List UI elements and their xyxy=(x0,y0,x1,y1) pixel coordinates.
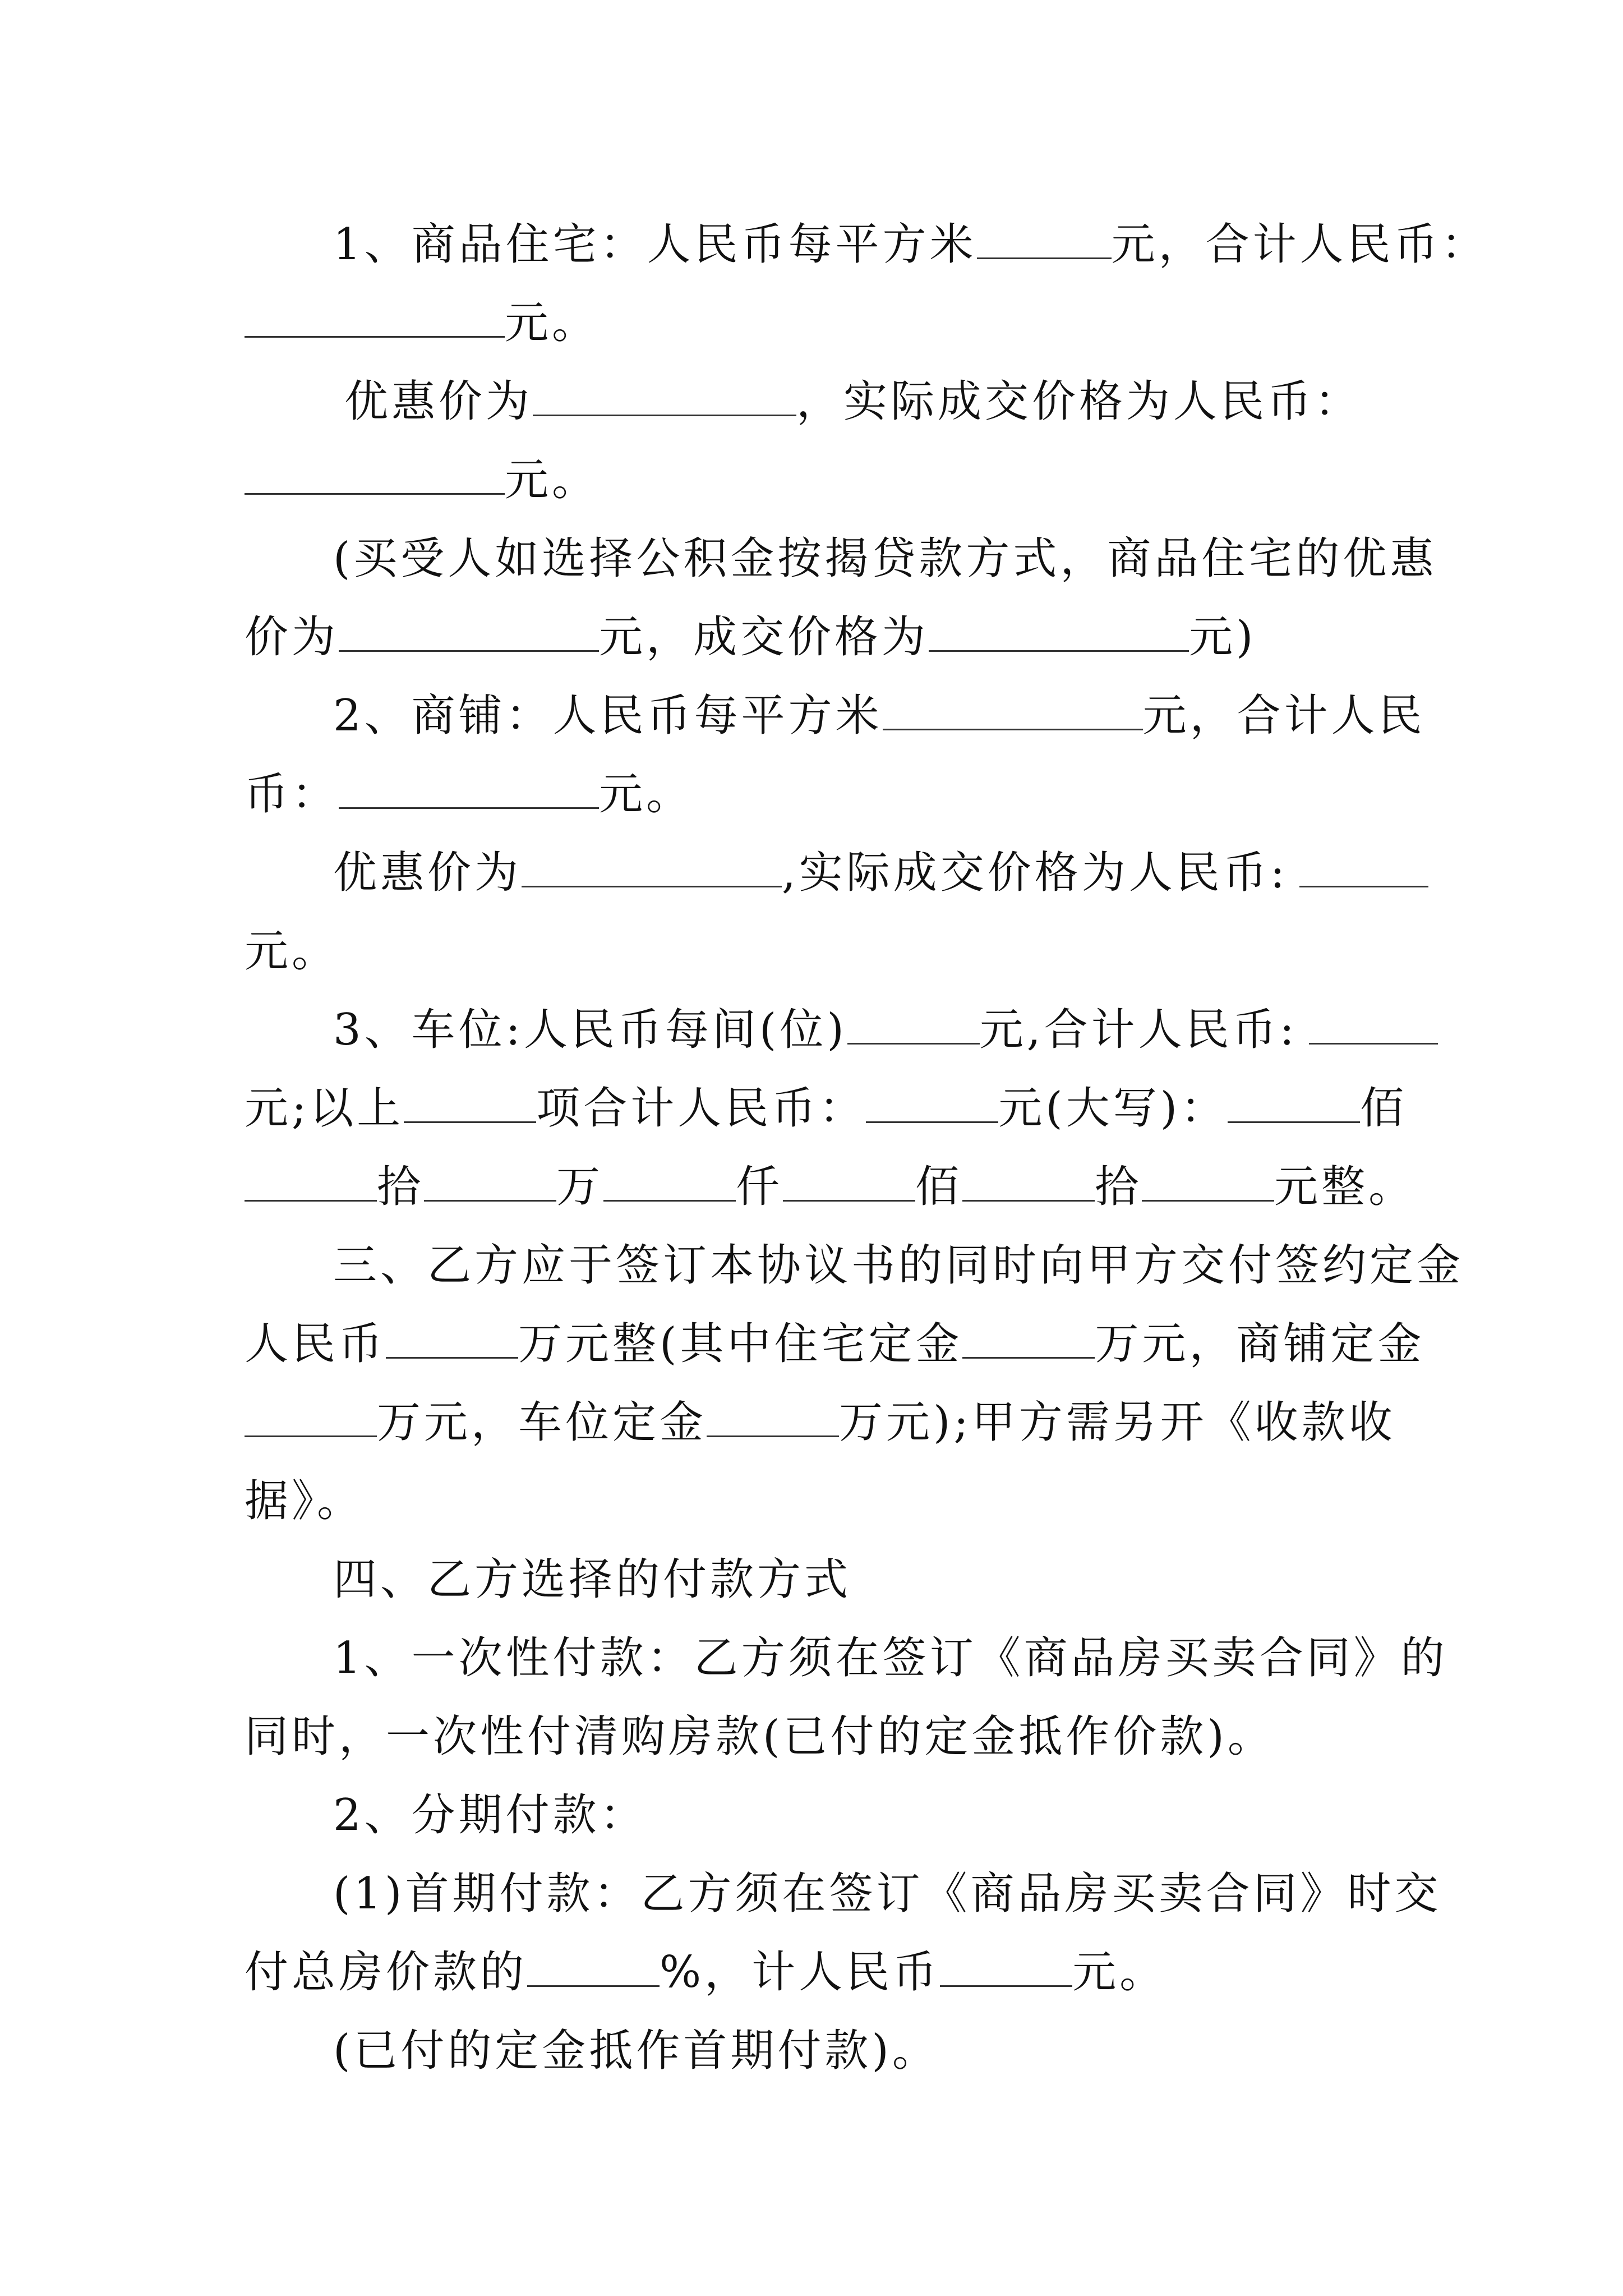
fill-blank xyxy=(1142,1161,1274,1202)
text-segment: 1、商品住宅：人民币每平方米 xyxy=(333,219,977,270)
fill-blank xyxy=(962,1161,1095,1202)
text-segment: 元。 xyxy=(1072,1947,1167,1998)
fill-blank xyxy=(245,1396,377,1437)
text-segment: (1)首期付款：乙方须在签订《商品房买卖合同》时交 xyxy=(333,1869,1442,1919)
text-segment: 3、车位:人民币每间(位) xyxy=(333,1005,847,1055)
text-line xyxy=(245,1473,1389,1529)
section-heading xyxy=(333,1552,1389,1608)
text-segment: 四、乙方选择的付款方式 xyxy=(333,1554,852,1605)
fill-blank xyxy=(533,375,796,416)
text-segment: 2、商铺：人民币每平方米 xyxy=(333,691,883,741)
text-line xyxy=(245,1159,1416,1215)
text-line xyxy=(245,609,1389,665)
text-segment: 付总房价款的 xyxy=(245,1947,528,1998)
fill-blank xyxy=(245,454,505,495)
text-segment: 元。 xyxy=(505,298,600,348)
fill-blank xyxy=(1299,846,1428,887)
fill-blank xyxy=(245,297,505,338)
text-segment: 优惠价为 xyxy=(344,376,533,427)
text-line xyxy=(245,766,1389,822)
text-segment: 价为 xyxy=(245,612,339,662)
fill-blank xyxy=(522,846,782,887)
text-segment: 2、分期付款： xyxy=(333,1790,647,1841)
text-segment: 1、一次性付款：乙方须在签订《商品房买卖合同》的 xyxy=(333,1633,1448,1683)
fill-blank xyxy=(339,768,599,809)
text-line xyxy=(245,1944,1389,2000)
fill-blank xyxy=(1228,1082,1360,1123)
fill-blank xyxy=(707,1396,839,1437)
fill-blank xyxy=(783,1161,915,1202)
text-line xyxy=(333,1002,1389,1058)
text-segment: 万元整(其中住宅定金 xyxy=(518,1319,963,1369)
fill-blank xyxy=(847,1004,980,1045)
fill-blank xyxy=(527,1946,660,1987)
text-segment: 元，合计人民 xyxy=(1142,691,1426,741)
text-segment: 元;以上 xyxy=(245,1083,404,1134)
text-segment: ,实际成交价格为人民币: xyxy=(782,848,1289,898)
text-segment: 币： xyxy=(245,769,339,820)
fill-blank xyxy=(245,1161,377,1202)
text-segment: 元) xyxy=(1189,612,1257,662)
text-segment: 元整。 xyxy=(1274,1162,1416,1212)
text-segment: 元。 xyxy=(599,769,694,820)
text-segment: 拾 xyxy=(377,1162,425,1212)
fill-blank xyxy=(962,1318,1095,1359)
text-segment: 万元，车位定金 xyxy=(377,1397,707,1448)
text-segment: 据》。 xyxy=(245,1476,365,1526)
fill-blank xyxy=(424,1161,556,1202)
text-segment: 佰 xyxy=(915,1162,963,1212)
text-segment: 元。 xyxy=(245,926,339,977)
text-segment: 万元);甲方需另开《收款收 xyxy=(839,1397,1396,1448)
fill-blank xyxy=(339,611,599,652)
fill-blank xyxy=(929,611,1189,652)
text-segment: 元,合计人民币: xyxy=(979,1005,1298,1055)
text-line xyxy=(333,1630,1448,1686)
text-line xyxy=(333,531,1437,587)
text-segment: 元，成交价格为 xyxy=(599,612,929,662)
text-segment: 仟 xyxy=(736,1162,783,1212)
fill-blank xyxy=(386,1318,518,1359)
text-segment: 三、乙方应于签订本协议书的同时向甲方交付签约定金 xyxy=(333,1240,1464,1291)
text-segment: 万元，商铺定金 xyxy=(1095,1319,1425,1369)
text-segment: ，实际成交价格为人民币： xyxy=(796,376,1362,427)
fill-blank xyxy=(404,1082,536,1123)
fill-blank xyxy=(1309,1004,1438,1045)
fill-blank xyxy=(866,1082,998,1123)
text-line xyxy=(245,1316,1425,1372)
text-line xyxy=(245,295,1389,351)
text-line xyxy=(333,2023,1389,2079)
text-line xyxy=(245,1709,1389,1765)
text-segment: %，计人民币 xyxy=(660,1947,940,1998)
text-line xyxy=(333,1237,1464,1294)
text-segment: 万 xyxy=(556,1162,604,1212)
text-line xyxy=(245,452,1389,508)
text-line xyxy=(333,1866,1442,1922)
text-segment: 佰 xyxy=(1360,1083,1408,1134)
text-segment: (已付的定金抵作首期付款)。 xyxy=(333,2026,939,2076)
text-line xyxy=(245,1395,1396,1451)
text-line xyxy=(344,374,1389,430)
fill-blank xyxy=(603,1161,736,1202)
text-segment: 元，合计人民币： xyxy=(1111,219,1488,270)
text-segment: 拾 xyxy=(1095,1162,1142,1212)
fill-blank xyxy=(883,689,1143,730)
text-line xyxy=(333,1787,1389,1843)
text-line xyxy=(333,845,1389,901)
text-line xyxy=(245,1080,1408,1137)
fill-blank xyxy=(940,1946,1072,1987)
text-segment: 项合计人民币： xyxy=(536,1083,866,1134)
text-line xyxy=(333,217,1488,273)
text-segment: 元(大写)： xyxy=(998,1083,1228,1134)
text-line xyxy=(333,688,1426,744)
text-segment: 优惠价为 xyxy=(333,848,522,898)
text-segment: 同时，一次性付清购房款(已付的定金抵作价款)。 xyxy=(245,1711,1275,1762)
text-line xyxy=(245,923,1389,979)
text-segment: 元。 xyxy=(505,455,600,505)
text-segment: (买受人如选择公积金按揭贷款方式，商品住宅的优惠 xyxy=(333,533,1437,584)
text-segment: 人民币 xyxy=(245,1319,386,1369)
fill-blank xyxy=(977,218,1112,259)
